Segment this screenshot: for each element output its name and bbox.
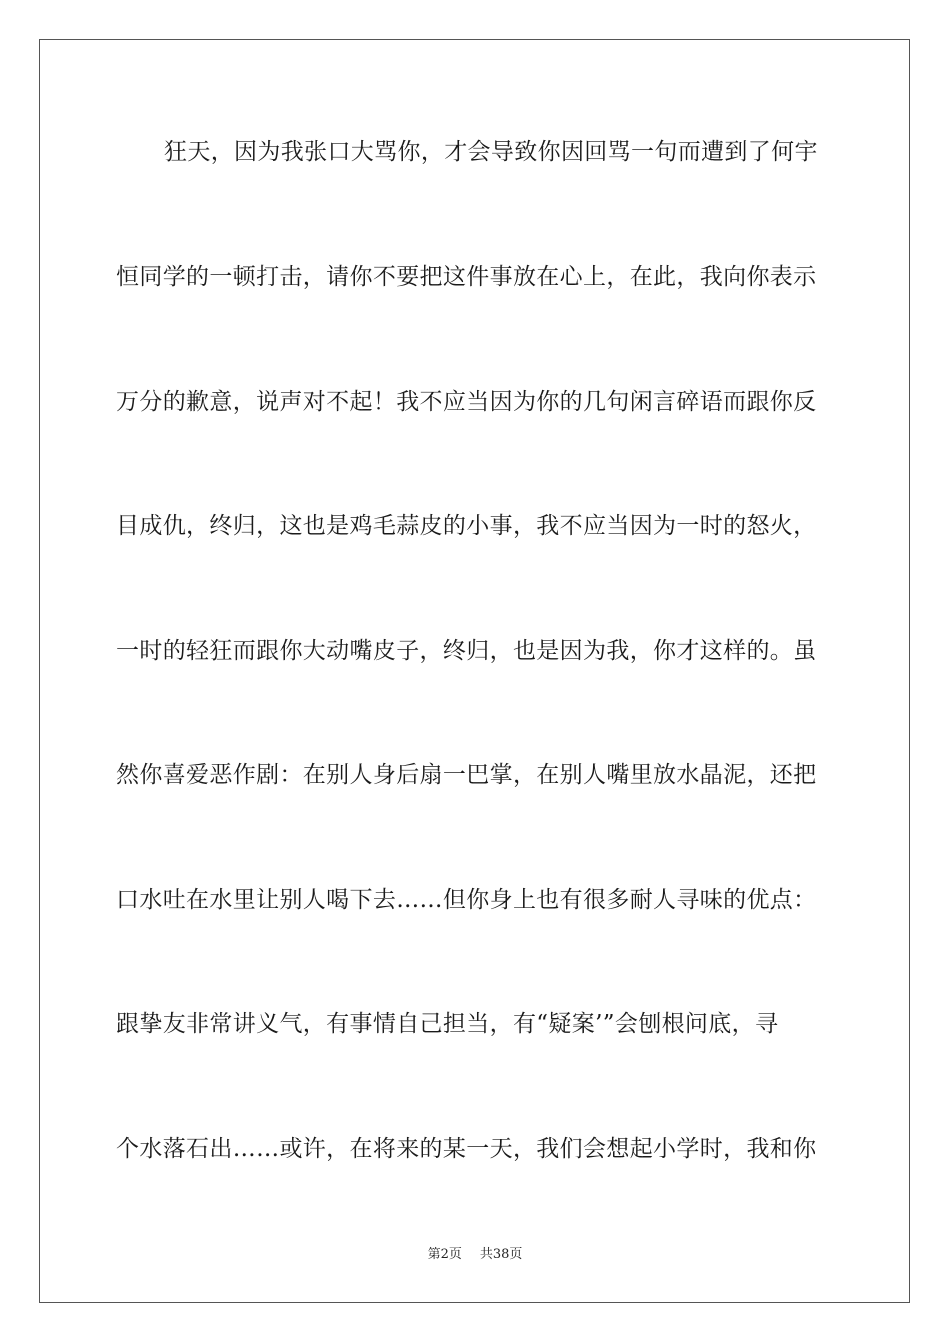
body-text-line-5: 一时的轻狂而跟你大动嘴皮子，终归，也是因为我，你才这样的。虽	[116, 638, 817, 664]
body-text-line-2: 恒同学的一顿打击，请你不要把这件事放在心上，在此，我向你表示	[116, 264, 817, 290]
page-number: 第2页	[427, 1247, 462, 1262]
page-border	[39, 39, 910, 1303]
body-text-line-9: 个水落石出……或许，在将来的某一天，我们会想起小学时，我和你	[116, 1136, 817, 1162]
body-text-line-4: 目成仇，终归，这也是鸡毛蒜皮的小事，我不应当因为一时的怒火，	[116, 513, 817, 539]
body-text-line-3: 万分的歉意，说声对不起！我不应当因为你的几句闲言碎语而跟你反	[116, 389, 817, 415]
page-total: 共38页	[479, 1247, 523, 1262]
body-text-line-7: 口水吐在水里让别人喝下去……但你身上也有很多耐人寻味的优点：	[116, 887, 817, 913]
page-footer	[0, 1246, 950, 1264]
body-text-line-8: 跟挚友非常讲义气，有事情自己担当，有“疑案’”会刨根问底，寻	[116, 1011, 779, 1037]
body-text-line-6: 然你喜爱恶作剧：在别人身后扇一巴掌，在别人嘴里放水晶泥，还把	[116, 762, 817, 788]
body-text-line-1: 狂天，因为我张口大骂你，才会导致你因回骂一句而遭到了何宇	[164, 139, 818, 165]
